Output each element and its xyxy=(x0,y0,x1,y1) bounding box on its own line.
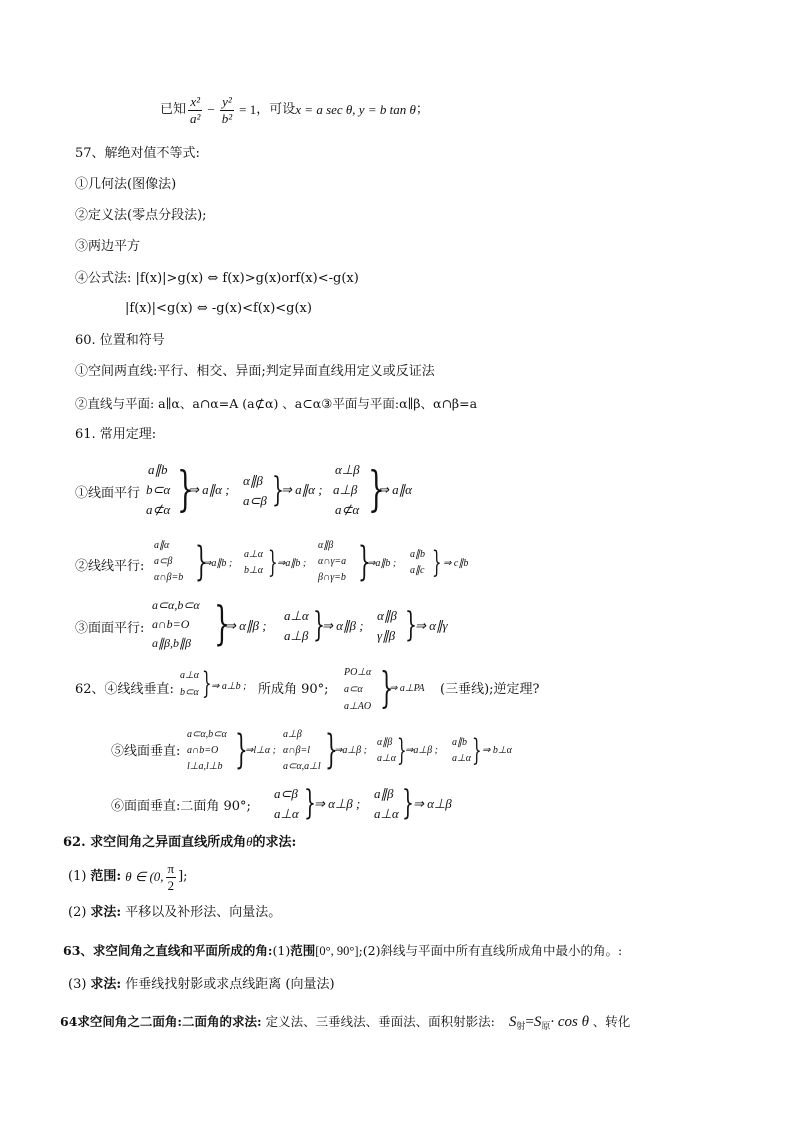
row-label: ②线线平行: xyxy=(75,559,145,574)
result-2: ⇒ a∥α ; xyxy=(281,482,323,497)
right-brace: } xyxy=(325,727,338,773)
result-2: ⇒ α⊥β xyxy=(413,796,452,811)
equals-one: = 1 xyxy=(239,102,257,117)
right-brace: } xyxy=(177,461,194,517)
section-57-item-4: ④公式法: |f(x)|>g(x) ⇔ f(x)>g(x)orf(x)<-g(x) xyxy=(75,271,359,286)
result-2: ⇒a⊥β ; xyxy=(334,745,367,756)
right-brace: } xyxy=(235,727,248,773)
right-brace: } xyxy=(380,663,394,712)
section-62-angle-title: 62. 求空间角之异面直线所成角θ的求法: xyxy=(63,834,297,850)
result-2: ⇒ a⊥PA xyxy=(389,683,425,694)
three-perpendicular-note: (三垂线);逆定理? xyxy=(440,682,540,697)
right-brace: } xyxy=(304,783,316,823)
right-brace: } xyxy=(368,461,385,517)
result-3: ⇒a⊥β ; xyxy=(405,745,438,756)
right-brace: } xyxy=(272,470,284,510)
right-brace: } xyxy=(432,545,442,580)
section-61-title: 61. 常用定理: xyxy=(75,427,157,442)
right-brace: } xyxy=(402,783,414,823)
right-brace: } xyxy=(268,545,278,580)
text-end: ； xyxy=(415,102,429,117)
result-1: ⇒a∥b ; xyxy=(203,558,233,569)
result-1: ⇒ α∥β ; xyxy=(225,618,267,633)
fraction-pi-2: $\frac{\pi}{2}$ xyxy=(167,860,175,893)
text-prefix: 已知 xyxy=(160,102,187,117)
section-62-method: (2) 求法: 平移以及补形法、向量法。 xyxy=(68,905,282,920)
section-60-title: 60. 位置和符号 xyxy=(75,333,165,348)
result-2: ⇒a∥b ; xyxy=(277,558,307,569)
right-brace: } xyxy=(358,539,371,585)
hyperbola-substitution-line: 已知 $\frac{\text{x²}}{\text{a²}}$ − $\frac{\text{y²}}{\text{b²}}$ = 1 ，可设 x = a sec θ, y = b tan θ ； xyxy=(160,93,429,126)
section-62-range: (1) 范围: θ ∈ (0, $\frac{\pi}{2}$ ]; xyxy=(68,860,188,893)
right-brace: } xyxy=(397,733,407,768)
fraction-x2-a2: $\frac{\text{x²}}{\text{a²}}$ xyxy=(190,93,201,126)
right-angle-note: 所成角 90°; xyxy=(258,682,329,697)
right-brace: } xyxy=(405,605,417,645)
right-brace: } xyxy=(195,539,208,585)
result-1: ⇒ a⊥b ; xyxy=(211,681,247,692)
text-mid: ，可设 xyxy=(256,102,296,117)
section-60-item-1: ①空间两直线:平行、相交、异面;判定异面直线用定义或反证法 xyxy=(75,364,435,379)
right-brace: } xyxy=(214,596,231,650)
result-3: ⇒ α∥γ xyxy=(415,618,448,633)
row-label: ⑥面面垂直:二面角 90°; xyxy=(111,799,251,814)
result-4: ⇒ c∥b xyxy=(443,558,469,569)
fraction-y2-b2: $\frac{\text{y²}}{\text{b²}}$ xyxy=(221,93,233,126)
section-57-title: 57、解绝对值不等式: xyxy=(75,146,200,161)
row-label: ⑤线面垂直: xyxy=(111,744,181,759)
section-57-item-3: ③两边平方 xyxy=(75,239,141,254)
result-2: ⇒ α∥β ; xyxy=(322,618,364,633)
section-60-item-2: ②直线与平面: a∥α、a∩α=A (a⊄α) 、a⊂α③平面与平面:α∥β、α∩β=a xyxy=(75,396,478,411)
section-57-item-1: ①几何法(图像法) xyxy=(75,177,177,192)
section-57-item-5: |f(x)|<g(x) ⇔ -g(x)<f(x)<g(x) xyxy=(125,301,312,316)
row-label: 62、④线线垂直: xyxy=(75,682,174,697)
right-brace: } xyxy=(202,666,212,701)
result-1: ⇒l⊥α ; xyxy=(245,745,276,756)
section-63-method: (3) 求法: 作垂线找射影或求点线距离 (向量法) xyxy=(68,977,335,992)
result-1: ⇒ α⊥β ; xyxy=(314,796,361,811)
area-projection-formula: $S_射=S_原\cdot \cos \theta$ xyxy=(508,1014,589,1031)
substitution-formula: x = a sec θ, y = b tan θ xyxy=(295,102,416,117)
section-57-item-2: ②定义法(零点分段法); xyxy=(75,208,207,223)
section-64-title: 64求空间角之二面角:二面角的求法: 定义法、三垂线法、垂面法、面积射影法: $S_射=S_原\cdot \cos \theta$ 、转化 xyxy=(60,1014,631,1031)
result-3: ⇒ a∥α xyxy=(378,482,412,497)
right-brace: } xyxy=(313,605,325,645)
section-63-title: 63、求空间角之直线和平面所成的角:(1)范围[0°, 90°];(2)斜线与平面中所有直线所成角中最小的角。: xyxy=(63,943,623,958)
right-brace: } xyxy=(472,733,482,768)
result-4: ⇒ b⊥α xyxy=(482,745,512,756)
result-3: ⇒a∥b ; xyxy=(367,558,397,569)
result-1: ⇒ a∥α ; xyxy=(188,482,230,497)
row-label: ①线面平行 xyxy=(75,486,141,501)
row-label: ③面面平行: xyxy=(75,621,145,636)
